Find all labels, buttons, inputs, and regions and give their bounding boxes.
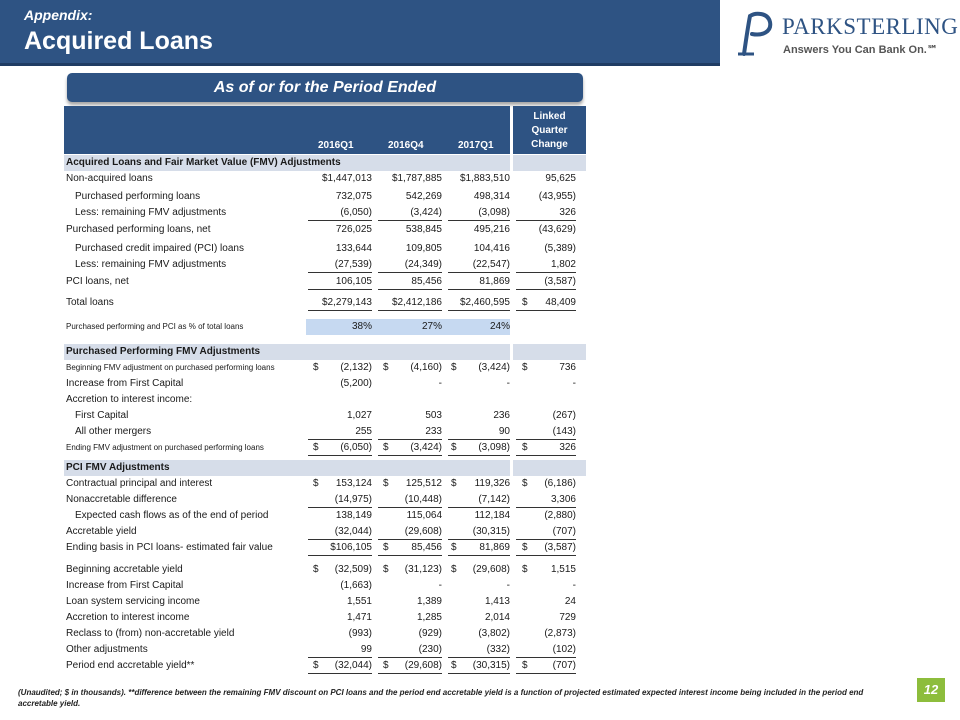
table-row	[64, 274, 586, 290]
cell-c1: 732,075	[335, 191, 372, 202]
row-label: Accretion to interest income:	[66, 394, 193, 405]
cell-c2: (929)	[418, 628, 442, 639]
dollar-sign-c3: $	[451, 478, 457, 489]
row-label: Expected cash flows as of the end of period	[75, 510, 269, 521]
cell-c3: $1,883,510	[459, 173, 510, 184]
cell-ch: (707)	[552, 526, 576, 537]
section-title: Acquired Loans and Fair Market Value (FMV) Adjustments	[66, 157, 341, 168]
cell-ch: (43,955)	[538, 191, 576, 202]
table-row	[64, 295, 586, 311]
cell-ch: 1,515	[550, 564, 576, 575]
cell-c3: (332)	[486, 644, 510, 655]
dollar-sign-ch: $	[522, 362, 528, 373]
total-rule	[308, 272, 372, 273]
cell-c1: 138,149	[335, 510, 372, 521]
cell-c1: (32,044)	[334, 660, 372, 671]
section-header	[64, 460, 586, 476]
cell-c1: 38%	[351, 321, 372, 332]
change-line-1: Linked	[533, 111, 566, 122]
table-row	[64, 319, 586, 335]
cell-c3: (3,424)	[478, 362, 510, 373]
cell-c2: (4,160)	[410, 362, 442, 373]
cell-c2: $2,412,186	[391, 297, 442, 308]
total-rule	[516, 289, 576, 290]
table-row	[64, 424, 586, 440]
cell-c3: (29,608)	[472, 564, 510, 575]
col-header-2016q1: 2016Q1	[318, 140, 354, 151]
cell-ch: 736	[559, 362, 576, 373]
cell-c1: (14,975)	[334, 494, 372, 505]
table-row	[64, 189, 586, 205]
cell-c1: 99	[360, 644, 372, 655]
cell-c3: -	[506, 378, 510, 389]
cell-ch: 1,802	[550, 259, 576, 270]
total-rule	[448, 455, 510, 456]
cell-c1: (6,050)	[340, 442, 372, 453]
total-rule	[448, 289, 510, 290]
table-row	[64, 626, 586, 642]
cell-c1: 106,105	[335, 276, 372, 287]
col-header-change	[513, 110, 586, 152]
cell-c1: (1,663)	[340, 580, 372, 591]
cell-ch: 24	[564, 596, 576, 607]
total-rule	[448, 272, 510, 273]
cell-c3: 24%	[489, 321, 510, 332]
total-rule	[378, 555, 442, 556]
row-label: Ending basis in PCI loans- estimated fair value	[66, 542, 273, 553]
dollar-sign-c2: $	[383, 362, 389, 373]
table-row	[64, 171, 586, 187]
cell-c3: 2,014	[484, 612, 510, 623]
table-row	[64, 205, 586, 221]
table-row	[64, 508, 586, 524]
total-rule	[378, 272, 442, 273]
total-rule	[448, 673, 510, 674]
cell-ch: (707)	[552, 660, 576, 671]
table-row	[64, 376, 586, 392]
cell-c2: (3,424)	[410, 207, 442, 218]
dollar-sign-ch: $	[522, 660, 528, 671]
cell-c2: (31,123)	[404, 564, 442, 575]
section-title: Purchased Performing FMV Adjustments	[66, 346, 261, 357]
total-rule	[308, 455, 372, 456]
dollar-sign-c1: $	[313, 564, 319, 575]
total-rule	[308, 310, 372, 311]
cell-c1: (27,539)	[334, 259, 372, 270]
cell-c3: (3,098)	[478, 207, 510, 218]
logo-name: PARKSTERLING	[782, 14, 959, 39]
dollar-sign-c3: $	[451, 564, 457, 575]
cell-c1: $2,279,143	[321, 297, 372, 308]
cell-c3: 81,869	[479, 542, 510, 553]
cell-c1: (5,200)	[340, 378, 372, 389]
table-row	[64, 642, 586, 658]
banner-text: As of or for the Period Ended	[213, 79, 437, 96]
park-sterling-logo	[732, 10, 959, 60]
cell-c2: -	[438, 580, 442, 591]
cell-c3: 1,413	[484, 596, 510, 607]
total-rule	[308, 289, 372, 290]
section-header	[64, 344, 586, 360]
cell-c2: 538,845	[405, 224, 442, 235]
cell-c1: 1,471	[346, 612, 372, 623]
cell-ch: (5,389)	[544, 243, 576, 254]
row-label: Reclass to (from) non-accretable yield	[66, 628, 235, 639]
column-header-band	[64, 106, 510, 154]
row-label: Increase from First Capital	[66, 580, 184, 591]
dollar-sign-c3: $	[451, 362, 457, 373]
dollar-sign-ch: $	[522, 542, 528, 553]
cell-ch: (2,873)	[544, 628, 576, 639]
cell-c2: 85,456	[411, 276, 442, 287]
change-line-2: Quarter	[531, 125, 568, 136]
cell-c3: 104,416	[473, 243, 510, 254]
footnote: (Unaudited; $ in thousands). **difference between the remaining FMV discount on PCI loans and the period end accretable yield is a function of projected estimated expected interest income being included in the period end accretable yield.	[18, 688, 864, 708]
cell-c1: 255	[355, 426, 372, 437]
cell-c3: -	[506, 580, 510, 591]
row-label: Non-acquired loans	[66, 173, 153, 184]
cell-c3: 498,314	[473, 191, 510, 202]
cell-c2: 542,269	[405, 191, 442, 202]
cell-ch: 95,625	[545, 173, 576, 184]
row-label: All other mergers	[75, 426, 152, 437]
cell-c3: (7,142)	[478, 494, 510, 505]
cell-c2: (230)	[418, 644, 442, 655]
col-header-2016q4: 2016Q4	[388, 140, 424, 151]
cell-ch: (267)	[552, 410, 576, 421]
dollar-sign-c2: $	[383, 542, 389, 553]
total-rule	[378, 310, 442, 311]
cell-c2: 115,064	[406, 510, 442, 521]
table-row	[64, 222, 586, 238]
cell-c1: $106,105	[330, 542, 372, 553]
dollar-sign-c1: $	[313, 660, 319, 671]
cell-c2: $1,787,885	[391, 173, 442, 184]
cell-c3: 81,869	[479, 276, 510, 287]
dollar-sign-c2: $	[383, 660, 389, 671]
row-label: Purchased performing loans	[75, 191, 201, 202]
total-rule	[448, 555, 510, 556]
header-bar	[0, 0, 720, 63]
row-label: Other adjustments	[66, 644, 148, 655]
cell-ch: (3,587)	[544, 276, 576, 287]
p-monogram-icon	[734, 10, 778, 58]
table-row	[64, 492, 586, 508]
period-banner	[67, 73, 583, 102]
dollar-sign-c1: $	[313, 362, 319, 373]
cell-c2: 85,456	[411, 542, 442, 553]
total-rule	[448, 220, 510, 221]
cell-c3: $2,460,595	[459, 297, 510, 308]
table-row	[64, 610, 586, 626]
total-rule	[516, 310, 576, 311]
cell-ch: (3,587)	[544, 542, 576, 553]
row-label: PCI loans, net	[66, 276, 129, 287]
section-divider	[510, 344, 513, 360]
total-rule	[516, 272, 576, 273]
cell-c2: (3,424)	[410, 442, 442, 453]
cell-c3: 495,216	[473, 224, 510, 235]
cell-c1: 153,124	[335, 478, 372, 489]
row-label: Beginning FMV adjustment on purchased performing loans	[66, 363, 275, 372]
cell-ch: 3,306	[550, 494, 576, 505]
col-header-2017q1: 2017Q1	[458, 140, 494, 151]
table-row	[64, 476, 586, 492]
row-label: Purchased credit impaired (PCI) loans	[75, 243, 244, 254]
cell-c2: -	[438, 378, 442, 389]
dollar-sign-c2: $	[383, 564, 389, 575]
dollar-sign-c2: $	[383, 478, 389, 489]
cell-c1: (32,509)	[334, 564, 372, 575]
cell-ch: (102)	[552, 644, 576, 655]
total-rule	[378, 220, 442, 221]
cell-c3: (30,315)	[472, 526, 510, 537]
cell-ch: (143)	[552, 426, 576, 437]
total-rule	[516, 555, 576, 556]
cell-c1: (32,044)	[334, 526, 372, 537]
total-rule	[308, 673, 372, 674]
cell-c2: (29,608)	[404, 526, 442, 537]
cell-c1: (6,050)	[340, 207, 372, 218]
cell-c2: 27%	[421, 321, 442, 332]
cell-ch: (43,629)	[538, 224, 576, 235]
cell-c2: 1,389	[416, 596, 442, 607]
cell-c1: 1,551	[346, 596, 372, 607]
table-row	[64, 408, 586, 424]
page-number: 12	[917, 678, 945, 702]
table-row	[64, 392, 586, 408]
table-row	[64, 440, 586, 456]
cell-c2: 109,805	[405, 243, 442, 254]
row-label: Ending FMV adjustment on purchased performing loans	[66, 443, 264, 452]
header-underline	[0, 63, 720, 66]
total-rule	[448, 310, 510, 311]
row-label: Period end accretable yield**	[66, 660, 195, 671]
table-row	[64, 360, 586, 376]
row-label: Increase from First Capital	[66, 378, 184, 389]
table-row	[64, 562, 586, 578]
cell-c1: (993)	[348, 628, 372, 639]
cell-c3: (30,315)	[472, 660, 510, 671]
cell-ch: -	[572, 378, 576, 389]
table-row	[64, 594, 586, 610]
cell-c2: 125,512	[405, 478, 442, 489]
cell-c3: (22,547)	[472, 259, 510, 270]
total-rule	[516, 673, 576, 674]
cell-c1: 133,644	[335, 243, 372, 254]
cell-c2: 233	[425, 426, 442, 437]
cell-c2: 503	[425, 410, 442, 421]
row-label: Accretable yield	[66, 526, 137, 537]
change-line-3: Change	[531, 139, 568, 150]
dollar-sign-c1: $	[313, 442, 319, 453]
total-rule	[308, 555, 372, 556]
dollar-sign-c2: $	[383, 442, 389, 453]
total-rule	[516, 220, 576, 221]
cell-c1: 726,025	[335, 224, 372, 235]
cell-ch: 326	[559, 442, 576, 453]
cell-c1: 1,027	[346, 410, 372, 421]
cell-c2: (24,349)	[404, 259, 442, 270]
row-label: Accretion to interest income	[66, 612, 190, 623]
table-row	[64, 241, 586, 257]
cell-c1: (2,132)	[340, 362, 372, 373]
total-rule	[378, 455, 442, 456]
cell-c3: 236	[493, 410, 510, 421]
cell-ch: 48,409	[545, 297, 576, 308]
cell-c3: (3,802)	[478, 628, 510, 639]
dollar-sign-c3: $	[451, 660, 457, 671]
row-label: Beginning accretable yield	[66, 564, 183, 575]
cell-ch: (6,186)	[544, 478, 576, 489]
row-label: Loan system servicing income	[66, 596, 200, 607]
row-label: Less: remaining FMV adjustments	[75, 259, 227, 270]
table-row	[64, 540, 586, 556]
cell-c2: (10,448)	[404, 494, 442, 505]
table-row	[64, 578, 586, 594]
section-header	[64, 155, 586, 171]
table-row	[64, 524, 586, 540]
section-title: PCI FMV Adjustments	[66, 462, 170, 473]
cell-c2: 1,285	[416, 612, 442, 623]
cell-ch: 326	[559, 207, 576, 218]
table-row	[64, 658, 586, 674]
page-title: Acquired Loans	[24, 27, 213, 55]
cell-ch: 729	[559, 612, 576, 623]
section-divider	[510, 460, 513, 476]
dollar-sign-c3: $	[451, 542, 457, 553]
total-rule	[516, 455, 576, 456]
dollar-sign-ch: $	[522, 478, 528, 489]
total-rule	[378, 673, 442, 674]
cell-c2: (29,608)	[404, 660, 442, 671]
row-label: Total loans	[66, 297, 114, 308]
dollar-sign-c3: $	[451, 442, 457, 453]
row-label: Contractual principal and interest	[66, 478, 213, 489]
total-rule	[378, 289, 442, 290]
dollar-sign-ch: $	[522, 297, 528, 308]
cell-c3: 90	[498, 426, 510, 437]
appendix-label: Appendix:	[24, 7, 93, 23]
row-label: Purchased performing loans, net	[66, 224, 211, 235]
percent-highlight	[306, 319, 510, 335]
cell-c3: 119,326	[474, 478, 510, 489]
cell-c3: 112,184	[474, 510, 510, 521]
cell-c1: $1,447,013	[321, 173, 372, 184]
dollar-sign-c1: $	[313, 478, 319, 489]
row-label: Purchased performing and PCI as % of total loans	[66, 322, 244, 331]
total-rule	[308, 220, 372, 221]
section-divider	[510, 155, 513, 171]
dollar-sign-ch: $	[522, 564, 528, 575]
cell-c3: (3,098)	[478, 442, 510, 453]
table-row	[64, 257, 586, 273]
dollar-sign-ch: $	[522, 442, 528, 453]
row-label: First Capital	[75, 410, 129, 421]
cell-ch: (2,880)	[544, 510, 576, 521]
logo-tagline: Answers You Can Bank On.℠	[783, 44, 939, 56]
row-label: Nonaccretable difference	[66, 494, 177, 505]
row-label: Less: remaining FMV adjustments	[75, 207, 227, 218]
cell-ch: -	[572, 580, 576, 591]
